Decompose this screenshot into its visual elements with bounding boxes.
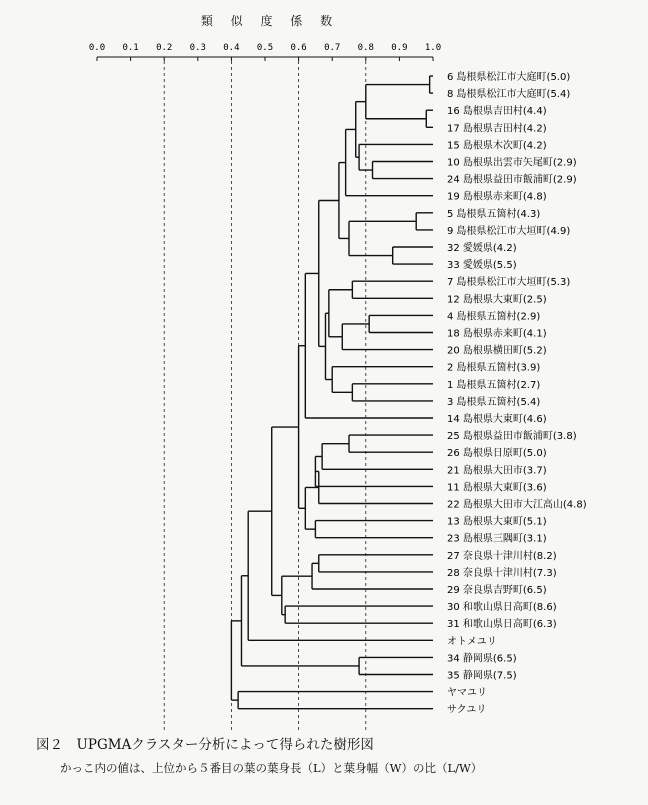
tick-label: 0.5: [256, 43, 274, 53]
leaf-label: 27 奈良県十津川村(8.2): [447, 550, 557, 562]
leaf-label: 18 島根県赤来町(4.1): [447, 328, 547, 340]
leaf-label: 31 和歌山県日高町(6.3): [447, 619, 557, 631]
leaf-label: ヤマユリ: [447, 687, 487, 699]
tick-label: 0.3: [189, 43, 206, 53]
leaf-label: 3 島根県五箇村(5.4): [447, 396, 541, 408]
leaf-label: 30 和歌山県日高町(8.6): [447, 602, 557, 614]
leaf-label: 8 島根県松江市大庭町(5.4): [447, 89, 571, 101]
leaf-label: 17 島根県吉田村(4.2): [447, 123, 547, 135]
leaf-label: 21 島根県大田市(3.7): [447, 465, 547, 477]
tick-label: 0.1: [122, 43, 139, 53]
leaf-label: サクユリ: [447, 704, 487, 716]
tick-label: 0.8: [357, 43, 374, 53]
leaf-label: 22 島根県大田市大江高山(4.8): [447, 499, 587, 511]
leaf-label: 9 島根県松江市大垣町(4.9): [447, 225, 571, 237]
leaf-label: 28 奈良県十津川村(7.3): [447, 567, 557, 579]
tick-label: 0.4: [223, 43, 240, 53]
leaf-label: 26 島根県日原町(5.0): [447, 448, 547, 460]
leaf-label: 5 島根県五箇村(4.3): [447, 208, 541, 220]
leaf-label: 1 島根県五箇村(2.7): [447, 379, 541, 391]
leaf-label: 23 島根県三隅町(3.1): [447, 533, 547, 545]
tick-label: 1.0: [424, 43, 442, 53]
leaf-label: 32 愛媛県(4.2): [447, 243, 517, 254]
leaf-label: 35 静岡県(7.5): [447, 670, 517, 682]
tick-label: 0.6: [290, 43, 307, 53]
tick-label: 0.9: [391, 43, 408, 53]
leaf-label: 11 島根県大東町(3.6): [447, 482, 547, 494]
leaf-label: 13 島根県大東町(5.1): [447, 516, 547, 528]
leaf-label: 7 島根県松江市大垣町(5.3): [447, 277, 571, 289]
leaf-label: オトメユリ: [447, 636, 497, 648]
leaf-label: 34 静岡県(6.5): [447, 653, 517, 665]
leaf-label: 24 島根県益田市飯浦町(2.9): [447, 174, 577, 186]
figure-caption: 図２ UPGMAクラスター分析によって得られた樹形図: [36, 737, 374, 753]
leaf-label: 2 島根県五箇村(3.9): [447, 362, 541, 374]
leaf-label: 4 島根県五箇村(2.9): [447, 311, 541, 323]
leaf-label: 14 島根県大東町(4.6): [447, 414, 547, 425]
axis-title: 類 似 度 係 数: [200, 14, 340, 28]
leaf-label: 15 島根県木次町(4.2): [447, 140, 547, 152]
tick-label: 0.2: [156, 43, 173, 53]
leaf-label: 20 島根県横田町(5.2): [447, 345, 547, 357]
tick-label: 0.0: [88, 43, 106, 53]
leaf-label: 10 島根県出雲市矢尾町(2.9): [447, 157, 577, 169]
leaf-label: 16 島根県吉田村(4.4): [447, 106, 547, 118]
leaf-label: 19 島根県赤来町(4.8): [447, 191, 547, 203]
leaf-label: 25 島根県益田市飯浦町(3.8): [447, 431, 577, 443]
leaf-label: 12 島根県大東町(2.5): [447, 294, 547, 306]
leaf-label: 6 島根県松江市大庭町(5.0): [447, 72, 571, 83]
tick-label: 0.7: [324, 43, 341, 53]
figure-subcaption: かっこ内の値は、上位から５番目の葉の葉身長（L）と葉身幅（W）の比（L/W）: [60, 761, 483, 775]
leaf-label: 29 奈良県吉野町(6.5): [447, 585, 547, 596]
leaf-label: 33 愛媛県(5.5): [447, 260, 517, 272]
